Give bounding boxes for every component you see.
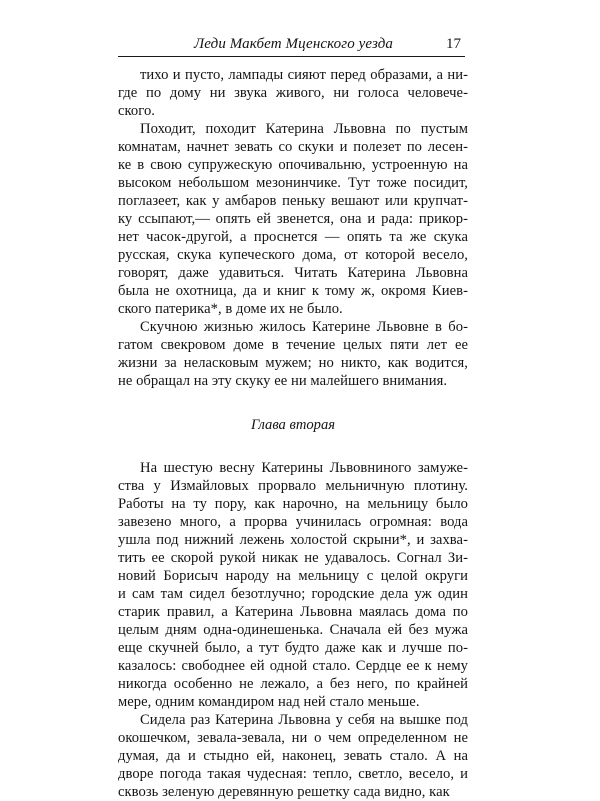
text-line: ства у Измайловых прорвало мельничную плотину. (118, 478, 468, 494)
body-text (118, 66, 468, 801)
text-line: нет часок-другой, а проснется — опять та же скука (118, 229, 468, 245)
running-header (118, 36, 465, 57)
paragraph (118, 120, 468, 318)
text-line: комнатам, начнет зевать со скуки и полезет по лесен- (118, 139, 468, 155)
text-line: никогда особенно не лежало, а без него, по крайней (118, 676, 468, 692)
text-line: где по дому ни звука живого, ни голоса человече- (118, 85, 468, 101)
text-line: старик правил, а Катерина Львовна маялась дома по (118, 604, 468, 620)
text-line: казалось: свободнее ей одной стало. Сердце ее к нему (118, 658, 468, 674)
text-line: думая, да и стыдно ей, наконец, зевать стало. А на (118, 748, 468, 764)
text-line: тихо и пусто, лампады сияют перед образами, а ни- (140, 67, 468, 83)
text-line: целым дням одна-одинешенька. Сначала ей без мужа (118, 622, 468, 638)
paragraph (118, 318, 468, 390)
text-line: гатом свекровом доме в течение целых пяти лет ее (118, 337, 468, 353)
page-number: 17 (446, 36, 461, 52)
text-line: ке в свою супружескую опочивальню, устроенную на (118, 157, 468, 173)
text-line: Походит, походит Катерина Львовна по пустым (140, 121, 468, 137)
text-line: говорят, даже удавиться. Читать Катерина Львовна (118, 265, 468, 281)
text-line: и сам там сидел безотлучно; городские дела уж один (118, 586, 468, 602)
text-line: завезено много, а прорва учинилась огромная: вода (118, 514, 468, 530)
text-line: не обращал на эту скуку ее ни малейшего внимания. (118, 373, 448, 389)
chapter-heading: Глава вторая (250, 417, 336, 433)
text-line: жизни за неласковым мужем; но никто, как водится, (118, 355, 468, 371)
text-line: тить ее скорой рукой никак не удавалось. Согнал Зи- (118, 550, 468, 566)
text-line: Скучною жизнью жилось Катерине Львовне в бо- (140, 319, 468, 335)
text-line: Работы на ту пору, как нарочно, на мельницу было (118, 496, 468, 512)
text-line: новий Борисыч народу на мельницу с целой округи (118, 568, 468, 584)
text-line: русская, скука купеческого дома, от которой весело, (118, 247, 468, 263)
text-line: поглазеет, как у амбаров пеньку вешают или крупчат- (118, 193, 468, 209)
paragraph (118, 459, 468, 711)
text-before-chapter (118, 66, 468, 390)
text-line: ушла под нижний лежень холостой скрыни*, и захва- (118, 532, 468, 548)
text-line: Сидела раз Катерина Львовна у себя на вышке под (140, 712, 468, 728)
text-line: дворе погода такая чудесная: тепло, светло, весело, и (118, 766, 468, 782)
text-line: высоком небольшом мезонинчике. Тут тоже посидит, (118, 175, 468, 191)
running-header-title: Леди Макбет Мценского уезда (194, 36, 394, 52)
paragraph (118, 711, 468, 801)
text-line: сквозь зеленую деревянную решетку сада видно, как (118, 784, 450, 800)
text-line: ского патерика*, в доме их не было. (118, 301, 343, 317)
paragraph (118, 66, 468, 120)
text-line: окошечком, зевала-зевала, ни о чем определенном не (118, 730, 468, 746)
text-line: На шестую весну Катерины Львовниного замуже- (140, 460, 468, 476)
text-line: ского. (118, 103, 155, 119)
text-line: мере, одним командиром над ней стало меньше. (118, 694, 420, 710)
text-line: еще скучней было, а тут будто даже как и лучше по- (118, 640, 468, 656)
text-line: была не охотница, да и книг к тому ж, окромя Киев- (118, 283, 468, 299)
text-line: ку ссыпают,— опять ей звенется, она и рада: прикор- (118, 211, 468, 227)
